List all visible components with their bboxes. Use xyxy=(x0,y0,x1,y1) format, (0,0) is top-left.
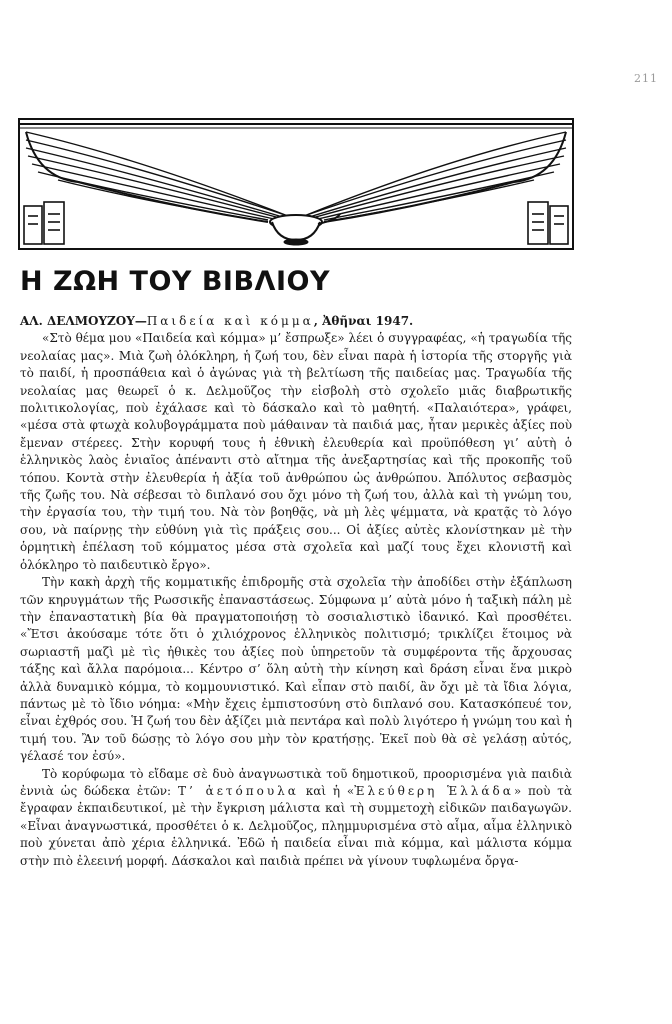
left-books-icon xyxy=(24,202,64,244)
book-title-eleftheri-ellada: Ἐλεύθερη Ἑλλάδα xyxy=(354,783,514,798)
right-books-icon xyxy=(528,202,568,244)
book-title-aetopoula: Τ’ ἀετόπουλα xyxy=(177,783,299,798)
page-number: 211 xyxy=(634,72,658,85)
book-citation xyxy=(20,313,572,330)
paragraph-2: Τὴν κακὴ ἀρχὴ τῆς κομματικῆς ἐπιδρομῆς στὰ σχολεῖα τὴν ἀποδίδει στὴν ἐξάπλωση τῶν κηρυγμάτων τῆς Ρωσσικῆς ἐπαναστάσεως. Σύμφωνα μ’ αὐτὰ μόνο ἡ ταξικὴ πάλη μὲ τὴν ἐπαναστατικὴ βία θὰ πραγματοποιήσῃ τὸ σοσιαλιστικὸ ἰδανικό. Καὶ προσθέτει. «Ἔτσι ἀκούσαμε τότε ὅτι ὁ χιλιόχρονος ἑλληνικὸς πολιτισμό; τρικλίζει ἕτοιμος νὰ σωριαστῆ μαζὶ μὲ τὶς ἠθικὲς του ἀξίες ποὺ ὑπηρετοῦν τὰ συμφέροντα τῆς ἄρχουσας τάξης καὶ ἄλλα παρόμοια... Κέντρο σ’ ὅλη αὐτὴ τὴν κίνηση καὶ δράση εἶναι ἕνα μικρὸ ἀλλὰ δυναμικὸ κόμμα, τὸ κομμουνιστικό. Καὶ εἶπαν στὸ παιδί, ἂν ὄχι μὲ τὰ ἴδια λόγια, πάντως μὲ τὸ ἴδιο νόημα: «Μὴν ἔχεις ἐμπιστοσύνη στὸ διπλανό σου. Κατασκόπευέ τον, εἶναι ἐχθρός σου. Ἡ ζωή του δὲν ἀξίζει μιὰ πεντάρα καὶ πολὺ λιγότερο ἡ γνώμη του καὶ ἡ τιμή του. Ἂν τοῦ δώσῃς τὸ λόγο σου μὴν τὸν κρατήσῃς. Ἐκεῖ ποὺ θὰ σὲ γελάσῃ αὐτός, γέλασέ τον ἐσύ». xyxy=(20,575,572,764)
paragraph-3 xyxy=(20,766,572,870)
paragraph-3-text-c: » ποὺ τὰ ἔγραφαν ἐκπαιδευτικοί, μὲ τὴν ἔγκριση μάλιστα καὶ τὴ συμμετοχὴ εἰδικῶν παιδαγωγῶν. «Εἶναι ἀναγνωστικά, προσθέτει ὁ κ. Δελμοῦζος, πλημμυρισμένα στὸ αἷμα, αἷμα ἑλληνικὸ ποὺ χύνεται ἀπὸ χέρια ἑλληνικά. Ἐδῶ ἡ παιδεία εἶναι πιὰ κόμμα, καὶ μάλιστα κόμμα στὴν πιὸ ἐλεεινή μορφή. Δάσκαλοι καὶ παιδιὰ πρέπει νὰ γίνουν τυφλωμένα ὄργα- xyxy=(20,783,572,868)
paragraph-1: «Στὸ θέμα μου «Παιδεία καὶ κόμμα» μ’ ἔσπρωξε» λέει ὁ συγγραφέας, «ἡ τραγωδία τῆς νεολαίας μας». Μιὰ ζωὴ ὁλόκληρη, ἡ ζωή του, δὲν εἶναι παρὰ ἡ ἱστορία τῆς στοργῆς γιὰ τὸ παιδί, ἡ προσπάθεια καὶ ὁ ἀγώνας γιὰ τὴ βελτίωση τῆς παιδείας μας. Τραγωδία τῆς νεολαίας μας θεωρεῖ ὁ κ. Δελμοῦζος τὴν εἰσβολὴ στὸ σχολεῖο μιᾶς διαβρωτικῆς πολιτικολογίας, ποὺ ἐχάλασε καὶ τὸ δάσκαλο καὶ τὸ μαθητή. «Παλαιότερα», γράφει, «μέσα στὰ φτωχὰ κολυβογράμματα ποὺ μάθαιναν τὰ παιδιά μας, ἦταν μερικὲς ἀξίες ποὺ ἔμεναν στέρεες. Στὴν κορυφή τους ἡ ἐθνικὴ ἐλευθερία καὶ προϋπόθεση γι’ αὐτὴ ὁ ἑλληνικὸς λαὸς ἑνιαῖος ἀπέναντι στὸ αἴτημα τῆς ἀνεξαρτησίας καὶ τῆς προκοπῆς τοῦ τόπου. Κοντὰ στὴν ἐλευθερία ἡ ἀξία τοῦ ἀνθρώπου ὡς ἀνθρώπου. Ἀπόλυτος σεβασμὸς τῆς ζωῆς του. Νὰ σέβεσαι τὸ διπλανό σου ὄχι μόνο τὴ ζωή του, ἀλλὰ καὶ τὴ γνώμη του, τὴν ἐργασία του, τὴν τιμή του. Νὰ τὸν βοηθᾷς, νὰ μὴ λὲς ψέμματα, νὰ κρατᾷς τὸ λόγο σου, νὰ παίρνῃς τὴν εὐθύνη γιὰ τὶς πράξεις σου... Οἱ ἀξίες αὐτὲς κλονίστηκαν μὲ τὴν ὁρμητικὴ ἐπέλαση τοῦ κόμματος μέσα στὰ σχολεῖα καὶ μαζί τους ἔχει κλονιστῆ καὶ ὁλόκληρο τὸ παιδευτικὸ ἔργο». xyxy=(20,331,572,572)
article-body xyxy=(20,313,572,870)
citation-place-year: , Ἀθῆναι 1947. xyxy=(313,314,414,328)
paragraph-3-text-b: καὶ ἡ « xyxy=(298,783,355,798)
header-illustration xyxy=(18,118,574,250)
citation-author: ΑΛ. ΔΕΛΜΟΥΖΟΥ— xyxy=(20,314,147,328)
paragraph-3-text-a: Τὸ κορύφωμα τὸ εἴδαμε σὲ δυὸ ἀναγνωστικὰ τοῦ δημοτικοῦ, προορισμένα γιὰ παιδιὰ ἐννιὰ ὡς δώδεκα ἐτῶν: xyxy=(20,766,572,798)
right-wing-icon xyxy=(304,132,566,222)
citation-work: Παιδεία καὶ κόμμα xyxy=(146,314,314,328)
page-title: Η ΖΩΗ ΤΟΥ ΒΙΒΛΙΟΥ xyxy=(20,266,330,297)
left-wing-icon xyxy=(26,132,288,222)
